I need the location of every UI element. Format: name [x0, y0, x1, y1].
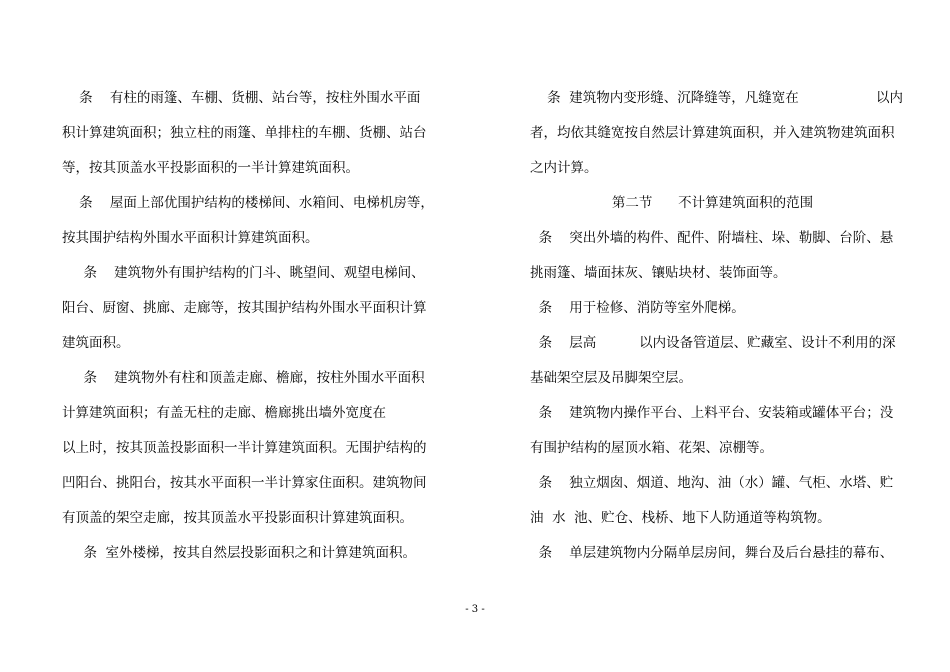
page-number: - 3 -: [465, 604, 485, 615]
right-line-13: 油 水 池、贮仓、栈桥、地下人防通道等构筑物。: [530, 510, 831, 526]
left-line-8: 建筑面积。: [62, 335, 130, 351]
left-line-7: 阳台、厨窗、挑廊、走廊等，按其围护结构外围水平面积计算: [62, 300, 427, 316]
left-line-5: 按其围护结构外围水平面积计算建筑面积。: [62, 230, 319, 246]
left-line-1: 条 有柱的雨篷、车棚、货棚、站台等，按柱外围水平面: [62, 90, 421, 106]
right-line-9: 基础架空层及吊脚架空层。: [530, 370, 692, 386]
left-line-9: 条 建筑物外有柱和顶盖走廊、檐廊，按柱外围水平面积: [62, 370, 425, 386]
right-line-6: 挑雨篷、墙面抹灰、镶贴块材、装饰面等。: [530, 265, 787, 281]
left-line-3: 等，按其顶盖水平投影面积的一半计算建筑面积。: [62, 160, 359, 176]
left-line-10: 计算建筑面积；有盖无柱的走廊、檐廊挑出墙外宽度在: [62, 405, 386, 421]
right-line-11: 有围护结构的屋顶水箱、花架、凉棚等。: [530, 440, 773, 456]
left-line-4: 条 屋面上部优围护结构的楼梯间、水箱间、电梯机房等，: [62, 195, 434, 211]
right-line-5: 条 突出外墙的构件、配件、附墙柱、垛、勒脚、台阶、悬: [530, 230, 894, 246]
right-line-8: 条 层高 以内设备管道层、贮藏室、设计不利用的深: [530, 335, 896, 351]
right-line-1: 条 建筑物内变形缝、沉降缝等，凡缝宽在 以内: [530, 90, 903, 106]
left-line-13: 有顶盖的架空走廊，按其顶盖水平投影面积计算建筑面积。: [62, 510, 413, 526]
right-line-12: 条 独立烟囱、烟道、地沟、油（水）罐、气柜、水塔、贮: [530, 475, 894, 491]
left-line-2: 积计算建筑面积；独立柱的雨篷、单排柱的车棚、货棚、站台: [62, 125, 427, 141]
right-line-7: 条 用于检修、消防等室外爬梯。: [530, 300, 745, 316]
right-line-3: 之内计算。: [530, 160, 598, 176]
right-column: [530, 81, 903, 571]
left-line-11: 以上时，按其顶盖投影面积一半计算建筑面积。无围护结构的: [62, 440, 427, 456]
left-line-12: 凹阳台、挑阳台，按其水平面积一半计算家住面积。建筑物间: [62, 475, 427, 491]
left-line-14: 条 室外楼梯，按其自然层投影面积之和计算建筑面积。: [62, 545, 417, 561]
section-heading: 第二节 不计算建筑面积的范围: [611, 195, 814, 211]
right-line-14: 条 单层建筑物内分隔单层房间，舞台及后台悬挂的幕布、: [530, 545, 894, 561]
right-line-2: 者，均依其缝宽按自然层计算建筑面积，并入建筑物建筑面积: [530, 125, 895, 141]
left-column: [62, 81, 452, 571]
right-line-10: 条 建筑物内操作平台、上料平台、安装箱或罐体平台；没: [530, 405, 894, 421]
left-line-6: 条 建筑物外有围护结构的门斗、眺望间、观望电梯间、: [62, 265, 425, 281]
